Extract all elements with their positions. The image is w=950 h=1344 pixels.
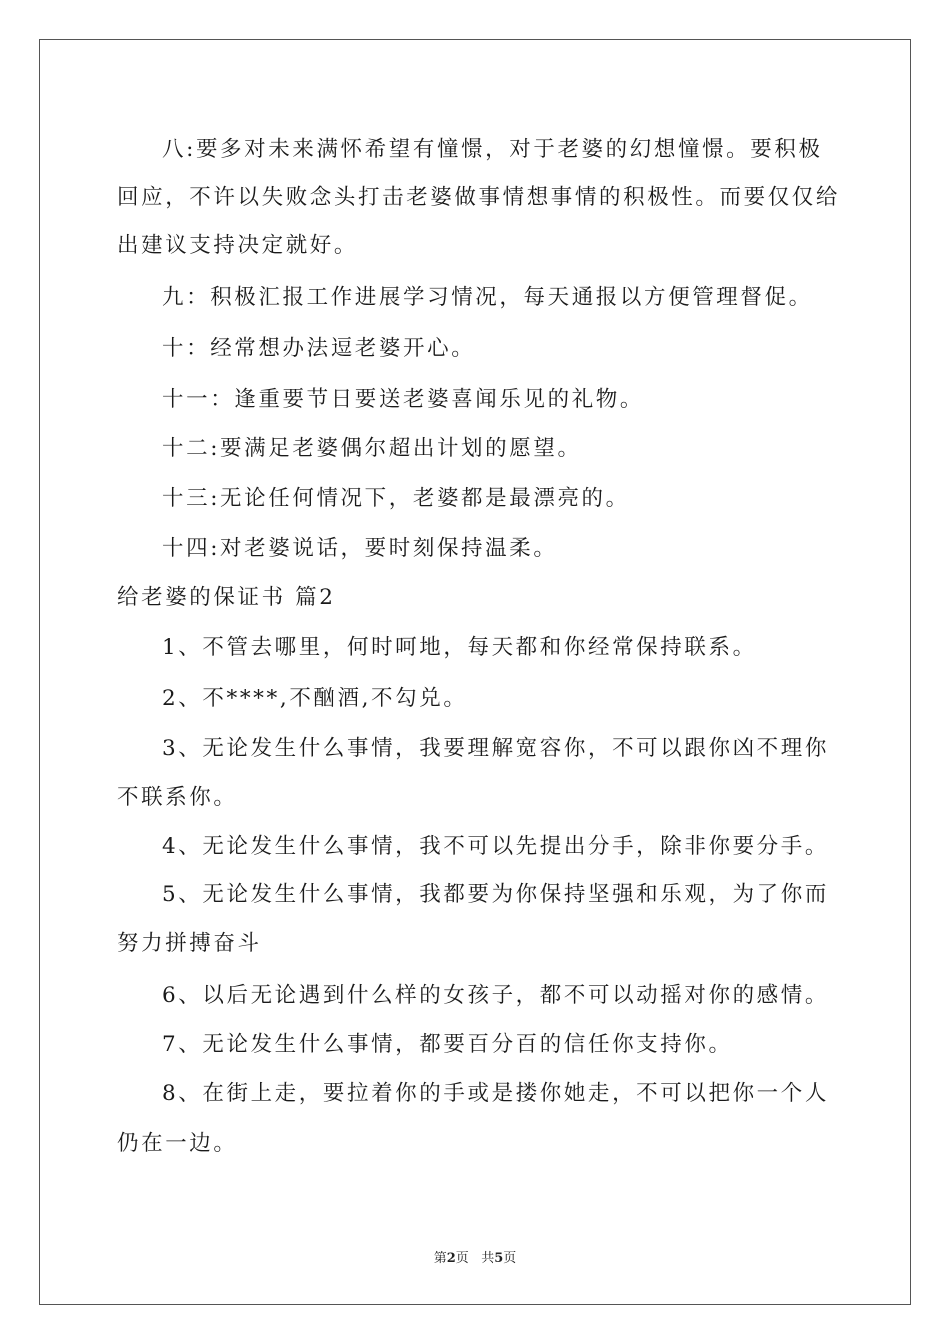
list-item-continuation: 仍在一边。 bbox=[117, 1131, 238, 1156]
page-border bbox=[39, 39, 911, 1305]
list-item: 7、无论发生什么事情，都要百分百的信任你支持你。 bbox=[162, 1032, 733, 1057]
total-prefix: 共 bbox=[481, 1251, 495, 1266]
total-page-number: 5 bbox=[494, 1251, 504, 1266]
paragraph-line: 回应，不许以失败念头打击老婆做事情想事情的积极性。而要仅仅给 bbox=[117, 185, 841, 210]
page-footer bbox=[0, 1247, 950, 1266]
list-item-continuation: 不联系你。 bbox=[117, 785, 238, 810]
section-heading: 给老婆的保证书 篇2 bbox=[117, 585, 336, 610]
paragraph-line: 八:要多对未来满怀希望有憧憬，对于老婆的幻想憧憬。要积极 bbox=[162, 137, 823, 162]
total-suffix: 页 bbox=[503, 1251, 517, 1266]
paragraph-line: 十三:无论任何情况下，老婆都是最漂亮的。 bbox=[162, 486, 630, 511]
page-suffix: 页 bbox=[455, 1251, 469, 1266]
paragraph-line: 九：积极汇报工作进展学习情况，每天通报以方便管理督促。 bbox=[162, 285, 813, 310]
list-item: 2、不****,不酗酒,不勾兑。 bbox=[162, 686, 468, 711]
list-item: 4、无论发生什么事情，我不可以先提出分手，除非你要分手。 bbox=[162, 834, 829, 859]
paragraph-line: 十：经常想办法逗老婆开心。 bbox=[162, 336, 476, 361]
list-item: 6、以后无论遇到什么样的女孩子，都不可以动摇对你的感情。 bbox=[162, 983, 829, 1008]
list-item: 8、在街上走，要拉着你的手或是搂你她走，不可以把你一个人 bbox=[162, 1081, 829, 1106]
paragraph-line: 十二:要满足老婆偶尔超出计划的愿望。 bbox=[162, 436, 582, 461]
paragraph-line: 十一：逢重要节日要送老婆喜闻乐见的礼物。 bbox=[162, 387, 645, 412]
paragraph-line: 十四:对老婆说话，要时刻保持温柔。 bbox=[162, 536, 558, 561]
paragraph-line: 出建议支持决定就好。 bbox=[117, 233, 359, 258]
current-page-number: 2 bbox=[446, 1251, 456, 1266]
list-item: 1、不管去哪里，何时呵地，每天都和你经常保持联系。 bbox=[162, 635, 757, 660]
list-item: 3、无论发生什么事情，我要理解宽容你，不可以跟你凶不理你 bbox=[162, 736, 829, 761]
list-item: 5、无论发生什么事情，我都要为你保持坚强和乐观，为了你而 bbox=[162, 882, 829, 907]
list-item-continuation: 努力拼搏奋斗 bbox=[117, 931, 262, 956]
page-prefix: 第 bbox=[433, 1251, 447, 1266]
